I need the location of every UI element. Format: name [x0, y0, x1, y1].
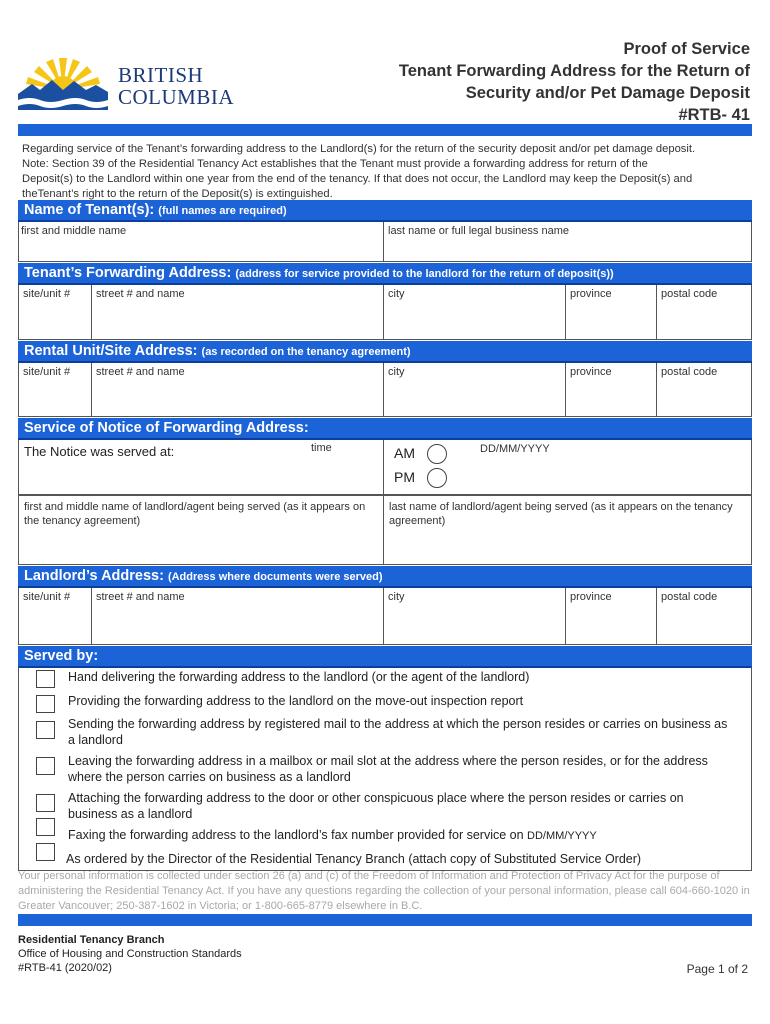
title-line-3: Security and/or Pet Damage Deposit [465, 84, 750, 102]
rental-address-row [18, 363, 752, 417]
logo-line-1: BRITISH [118, 63, 204, 87]
field-label: first and middle name [21, 225, 127, 237]
served-mailbox-checkbox[interactable] [36, 757, 55, 775]
intro-line-1: Regarding service of the Tenant’s forwarding address to the Landlord(s) for the return of the security deposit and/or pet damage deposit. [22, 143, 696, 155]
bc-logo [18, 50, 235, 114]
service-date-cell [383, 440, 753, 494]
served-option-label: As ordered by the Director of the Residential Tenancy Branch (attach copy of Substituted Service Order) [66, 852, 642, 866]
field-label: first and middle name of landlord/agent being served (as it appears on the tenancy agreement) [24, 501, 366, 527]
field-label: street # and name [96, 591, 185, 603]
section-title: Rental Unit/Site Address: [24, 343, 202, 359]
forwarding-street-field[interactable] [91, 285, 383, 339]
section-subtitle: (as recorded on the tenancy agreement) [201, 346, 411, 358]
field-label: postal code [661, 288, 718, 300]
served-hand-checkbox[interactable] [36, 670, 55, 688]
section-subtitle: (full names are required) [158, 205, 287, 217]
landlord-postal-field[interactable] [656, 588, 753, 644]
fax-date-label: DD/MM/YYYY [527, 830, 597, 842]
field-label: city [388, 366, 405, 378]
rental-city-field[interactable] [383, 363, 565, 416]
top-divider-bar [18, 124, 752, 136]
footer-org: Residential Tenancy Branch [18, 934, 165, 946]
intro-line-2: Note: Section 39 of the Residential Tenancy Act establishes that the Tenant must provide a forwarding address for return of the [22, 158, 648, 170]
forwarding-city-field[interactable] [383, 285, 565, 339]
intro-line-4: theTenant’s right to the return of the Deposit(s) is extinguished. [22, 188, 333, 200]
section-service-of-notice [18, 418, 752, 440]
field-label: province [570, 591, 612, 603]
forwarding-site-field[interactable] [19, 285, 91, 339]
privacy-notice: Your personal information is collected under section 26 (a) and (c) of the Freedom of Information and Protection of Privacy Act for the purpose of administering the Residential Tenancy Act. If you have any questions regarding the collection of your personal information, please call 604-660-1020 in Greater Vancouver; 250-387-1602 in Victoria; or 1-800-665-8779 elsewhere in B.C. [18, 870, 750, 912]
served-inspection-checkbox[interactable] [36, 695, 55, 713]
field-label: last name of landlord/agent being served (as it appears on the tenancy agreement) [389, 501, 733, 527]
forwarding-address-row [18, 285, 752, 340]
section-landlord-address [18, 566, 752, 588]
time-label: time [311, 442, 332, 454]
served-door-checkbox[interactable] [36, 794, 55, 812]
served-option-label: Hand delivering the forwarding address to the landlord (or the agent of the landlord) [68, 670, 530, 684]
rental-postal-field[interactable] [656, 363, 753, 416]
field-label: city [388, 288, 405, 300]
bc-sun-mountain-icon [18, 50, 108, 110]
field-label: street # and name [96, 288, 185, 300]
section-title: Name of Tenant(s): [24, 202, 159, 218]
title-line-2: Tenant Forwarding Address for the Return of [398, 62, 750, 80]
landlord-address-row [18, 588, 752, 645]
intro-line-3: Deposit(s) to the Landlord within one year from the end of the tenancy. If that does not occur, the Landlord may keep the Deposit(s) and [22, 173, 693, 185]
footer-office: Office of Housing and Construction Standards [18, 948, 242, 960]
landlord-name-row [18, 495, 752, 565]
served-mail-checkbox[interactable] [36, 721, 55, 739]
field-label: postal code [661, 591, 718, 603]
served-option-label: Faxing the forwarding address to the landlord’s fax number provided for service on [68, 828, 528, 842]
page-header [0, 0, 770, 122]
intro-text [22, 142, 752, 202]
served-option-label: Sending the forwarding address by registered mail to the address at which the person resides or carries on business as a landlord [68, 717, 728, 747]
bc-logo-text [118, 64, 234, 108]
landlord-city-field[interactable] [383, 588, 565, 644]
title-line-4: #RTB- 41 [678, 106, 750, 124]
footer-form-code: #RTB-41 (2020/02) [18, 962, 112, 974]
field-label: postal code [661, 366, 718, 378]
served-by-options [18, 667, 752, 871]
form-title [399, 38, 750, 126]
served-option-label: Providing the forwarding address to the landlord on the move-out inspection report [68, 694, 524, 708]
served-option-label: Attaching the forwarding address to the door or other conspicuous place where the person resides or carries on business as a landlord [68, 791, 684, 821]
bottom-divider-bar [18, 914, 752, 926]
landlord-first-name-field[interactable] [19, 496, 383, 564]
section-rental-address [18, 341, 752, 363]
landlord-last-name-field[interactable] [383, 496, 753, 564]
served-director-checkbox[interactable] [36, 843, 55, 861]
rental-street-field[interactable] [91, 363, 383, 416]
section-title: Tenant’s Forwarding Address: [24, 265, 236, 281]
field-label: province [570, 366, 612, 378]
pm-radio[interactable] [427, 468, 447, 488]
rental-site-field[interactable] [19, 363, 91, 416]
forwarding-province-field[interactable] [565, 285, 656, 339]
field-label: street # and name [96, 366, 185, 378]
rental-province-field[interactable] [565, 363, 656, 416]
section-forwarding-address [18, 263, 752, 285]
section-served-by [18, 646, 752, 668]
section-subtitle: (address for service provided to the landlord for the return of deposit(s)) [235, 268, 614, 280]
service-date-label: DD/MM/YYYY [480, 443, 550, 455]
field-label: site/unit # [23, 366, 71, 378]
served-option-label: Leaving the forwarding address in a mailbox or mail slot at the address where the person resides, or for the address where the person carries on business as a landlord [68, 754, 708, 784]
field-label: site/unit # [23, 591, 71, 603]
title-line-1: Proof of Service [623, 40, 750, 58]
section-title: Service of Notice of Forwarding Address: [24, 420, 309, 436]
landlord-street-field[interactable] [91, 588, 383, 644]
served-fax-checkbox[interactable] [36, 818, 55, 836]
pm-label: PM [394, 469, 415, 485]
landlord-province-field[interactable] [565, 588, 656, 644]
landlord-site-field[interactable] [19, 588, 91, 644]
page-number: Page 1 of 2 [686, 962, 748, 976]
am-radio[interactable] [427, 444, 447, 464]
section-subtitle: (Address where documents were served) [167, 571, 383, 583]
section-title: Served by: [24, 648, 99, 664]
section-tenant-name [18, 200, 752, 222]
page-footer [18, 933, 242, 975]
notice-served-label: The Notice was served at: [24, 444, 175, 459]
tenant-name-row [18, 222, 752, 262]
tenant-last-name-field[interactable] [383, 222, 753, 261]
field-label: site/unit # [23, 288, 71, 300]
am-label: AM [394, 445, 415, 461]
field-label: last name or full legal business name [388, 225, 569, 237]
section-title: Landlord’s Address: [24, 568, 168, 584]
logo-line-2: COLUMBIA [118, 85, 235, 109]
field-label: city [388, 591, 405, 603]
field-label: province [570, 288, 612, 300]
service-time-row [18, 440, 752, 495]
tenant-first-name-field[interactable] [19, 222, 383, 261]
forwarding-postal-field[interactable] [656, 285, 753, 339]
